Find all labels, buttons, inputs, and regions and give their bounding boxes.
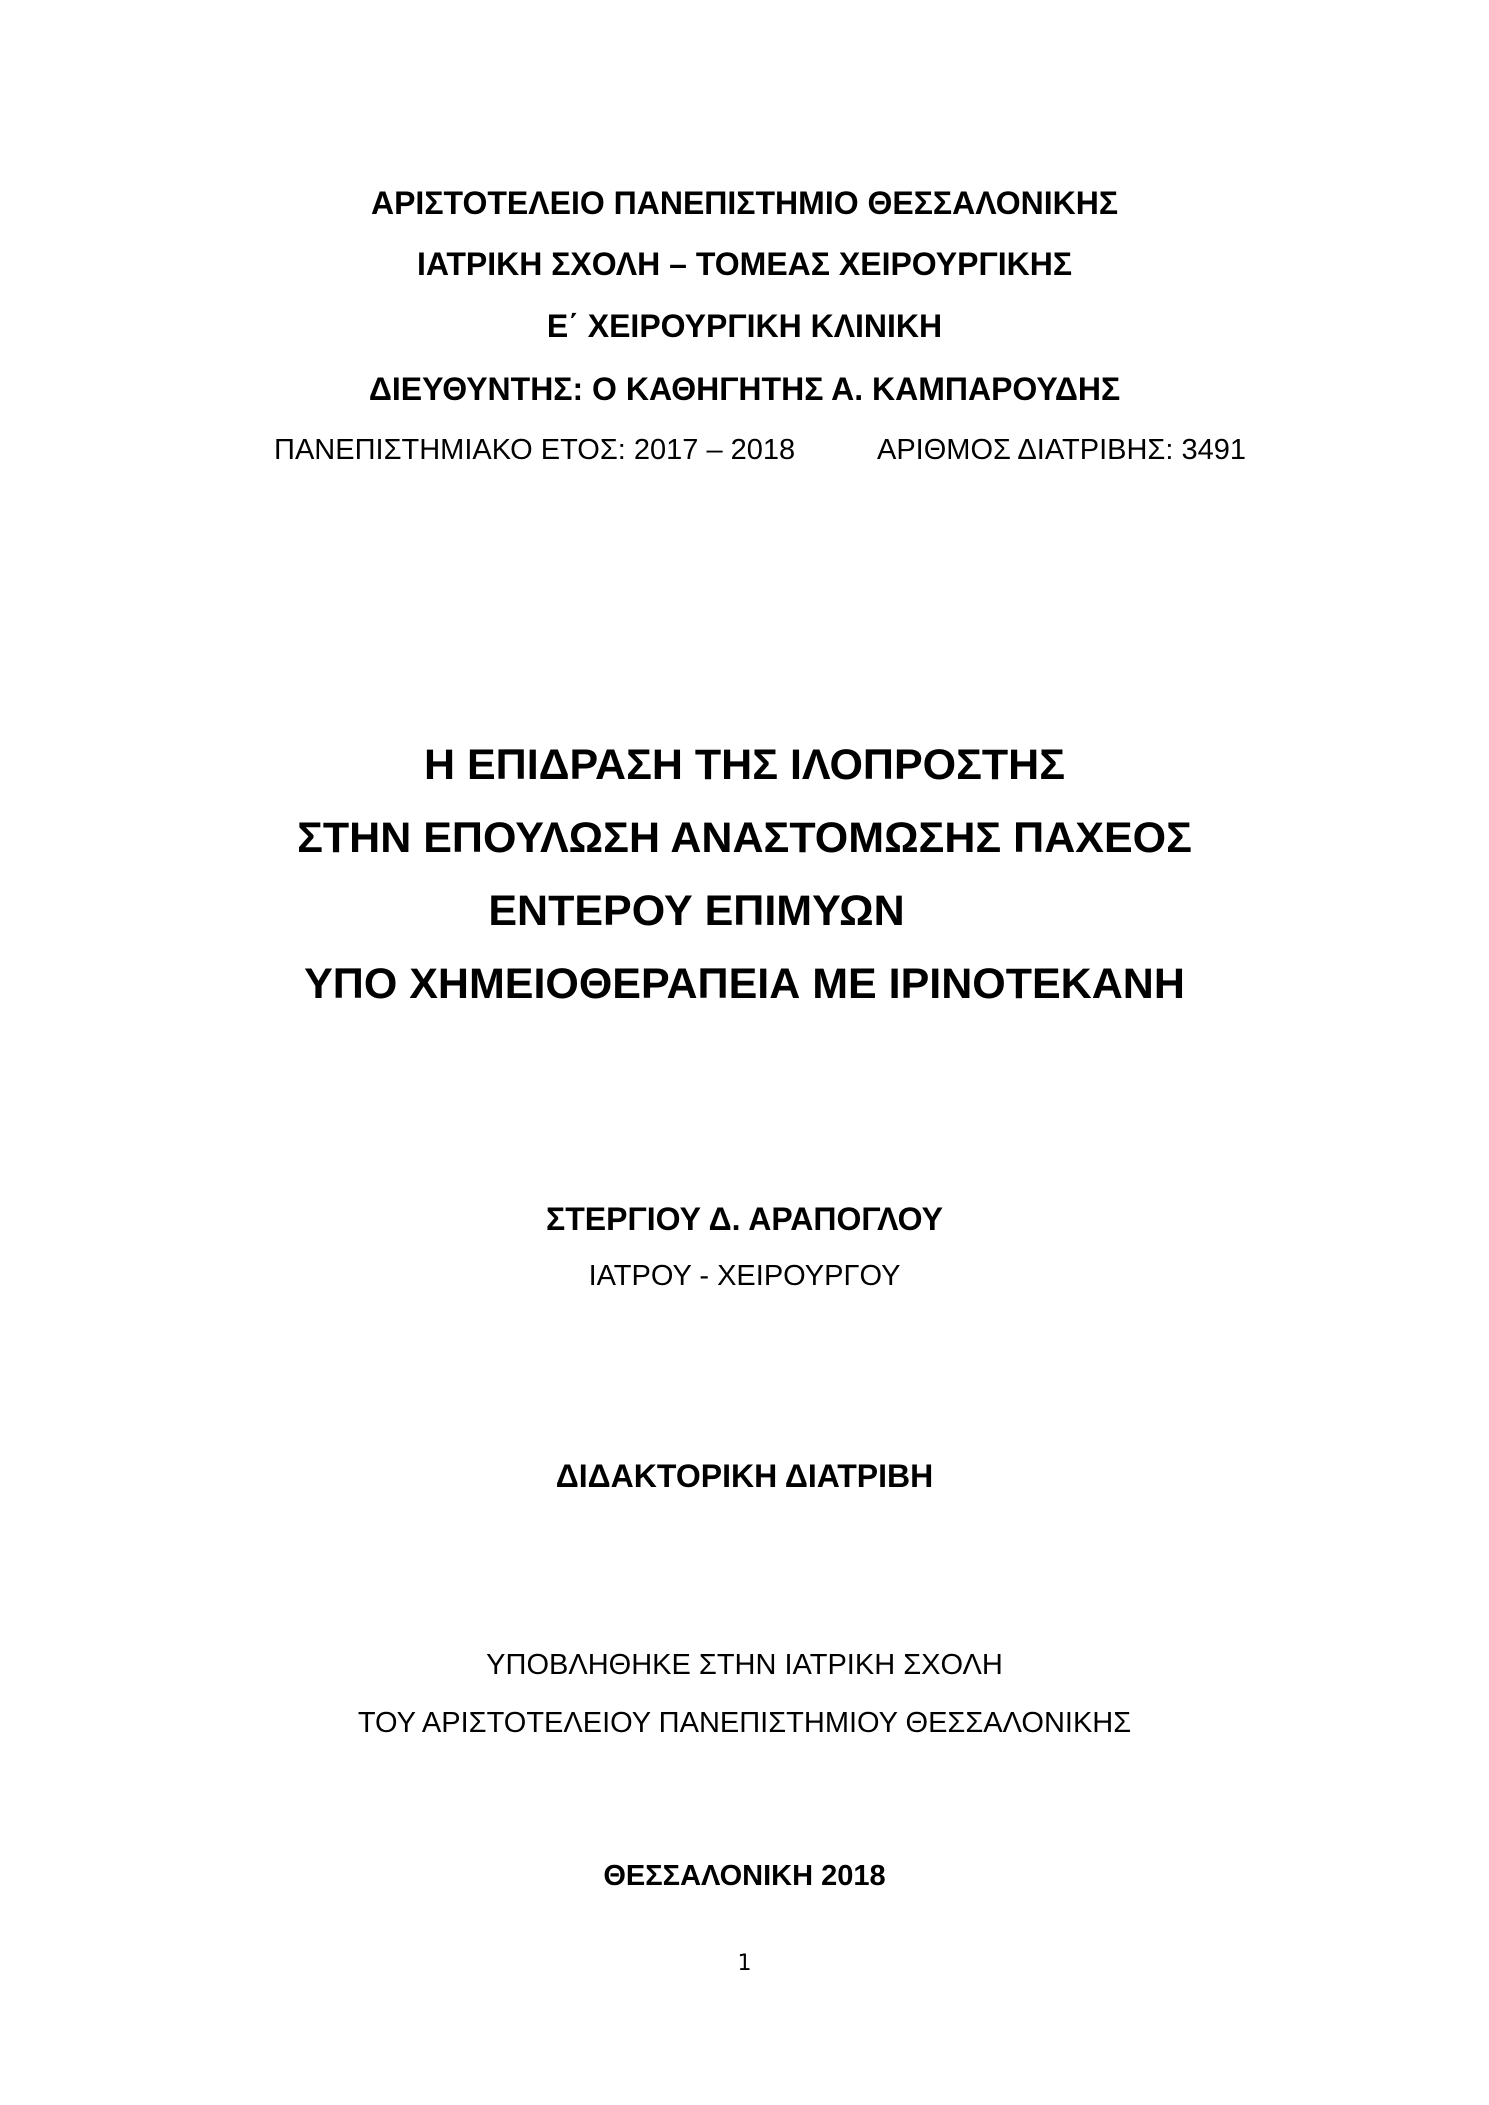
title-line-2: ΣΤΗΝ ΕΠΟΥΛΩΣΗ ΑΝΑΣΤΟΜΩΣΗΣ ΠΑΧΕΟΣ — [297, 814, 1192, 862]
author-role: ΙΑΤΡΟΥ - ΧΕΙΡΟΥΡΓΟΥ — [588, 1260, 901, 1292]
author-name: ΣΤΕΡΓΙΟΥ Δ. ΑΡΑΠΟΓΛΟΥ — [546, 1201, 943, 1237]
university-name: ΑΡΙΣΤΟΤΕΛΕΙΟ ΠΑΝΕΠΙΣΤΗΜΙΟ ΘΕΣΣΑΛΟΝΙΚΗΣ — [370, 185, 1119, 221]
submission-line-1: ΥΠΟΒΛΗΘΗΚΕ ΣΤΗΝ ΙΑΤΡΙΚΗ ΣΧΟΛΗ — [486, 1649, 1003, 1681]
page-number: 1 — [737, 1951, 752, 1976]
place-year: ΘΕΣΣΑΛΟΝΙΚΗ 2018 — [603, 1860, 886, 1892]
thesis-number: ΑΡΙΘΜΟΣ ΔΙΑΤΡΙΒΗΣ: 3491 — [877, 434, 1246, 466]
title-line-3: ΕΝΤΕΡΟΥ ΕΠΙΜΥΩΝ — [488, 887, 905, 935]
academic-year: ΠΑΝΕΠΙΣΤΗΜΙΑΚΟ ΕΤΟΣ: 2017 – 2018 — [274, 434, 796, 466]
document-type: ΔΙΔΑΚΤΟΡΙΚΗ ΔΙΑΤΡΙΒΗ — [555, 1458, 934, 1494]
title-line-4: ΥΠΟ ΧΗΜΕΙΟΘΕΡΑΠΕΙΑ ΜΕ ΙΡΙΝΟΤΕΚΑΝΗ — [304, 960, 1185, 1008]
submission-line-2: ΤΟΥ ΑΡΙΣΤΟΤΕΛΕΙΟΥ ΠΑΝΕΠΙΣΤΗΜΙΟΥ ΘΕΣΣΑΛΟΝΙΚΗΣ — [357, 1707, 1132, 1739]
clinic-name: Ε΄ ΧΕΙΡΟΥΡΓΙΚΗ ΚΛΙΝΙΚΗ — [546, 308, 943, 344]
school-department: ΙΑΤΡΙΚΗ ΣΧΟΛΗ – ΤΟΜΕΑΣ ΧΕΙΡΟΥΡΓΙΚΗΣ — [416, 246, 1073, 282]
meta-row — [0, 434, 1489, 468]
director-line: ΔΙΕΥΘΥΝΤΗΣ: Ο ΚΑΘΗΓΗΤΗΣ Α. ΚΑΜΠΑΡΟΥΔΗΣ — [368, 371, 1121, 407]
title-line-1: Η ΕΠΙΔΡΑΣΗ ΤΗΣ ΙΛΟΠΡΟΣΤΗΣ — [423, 741, 1066, 789]
